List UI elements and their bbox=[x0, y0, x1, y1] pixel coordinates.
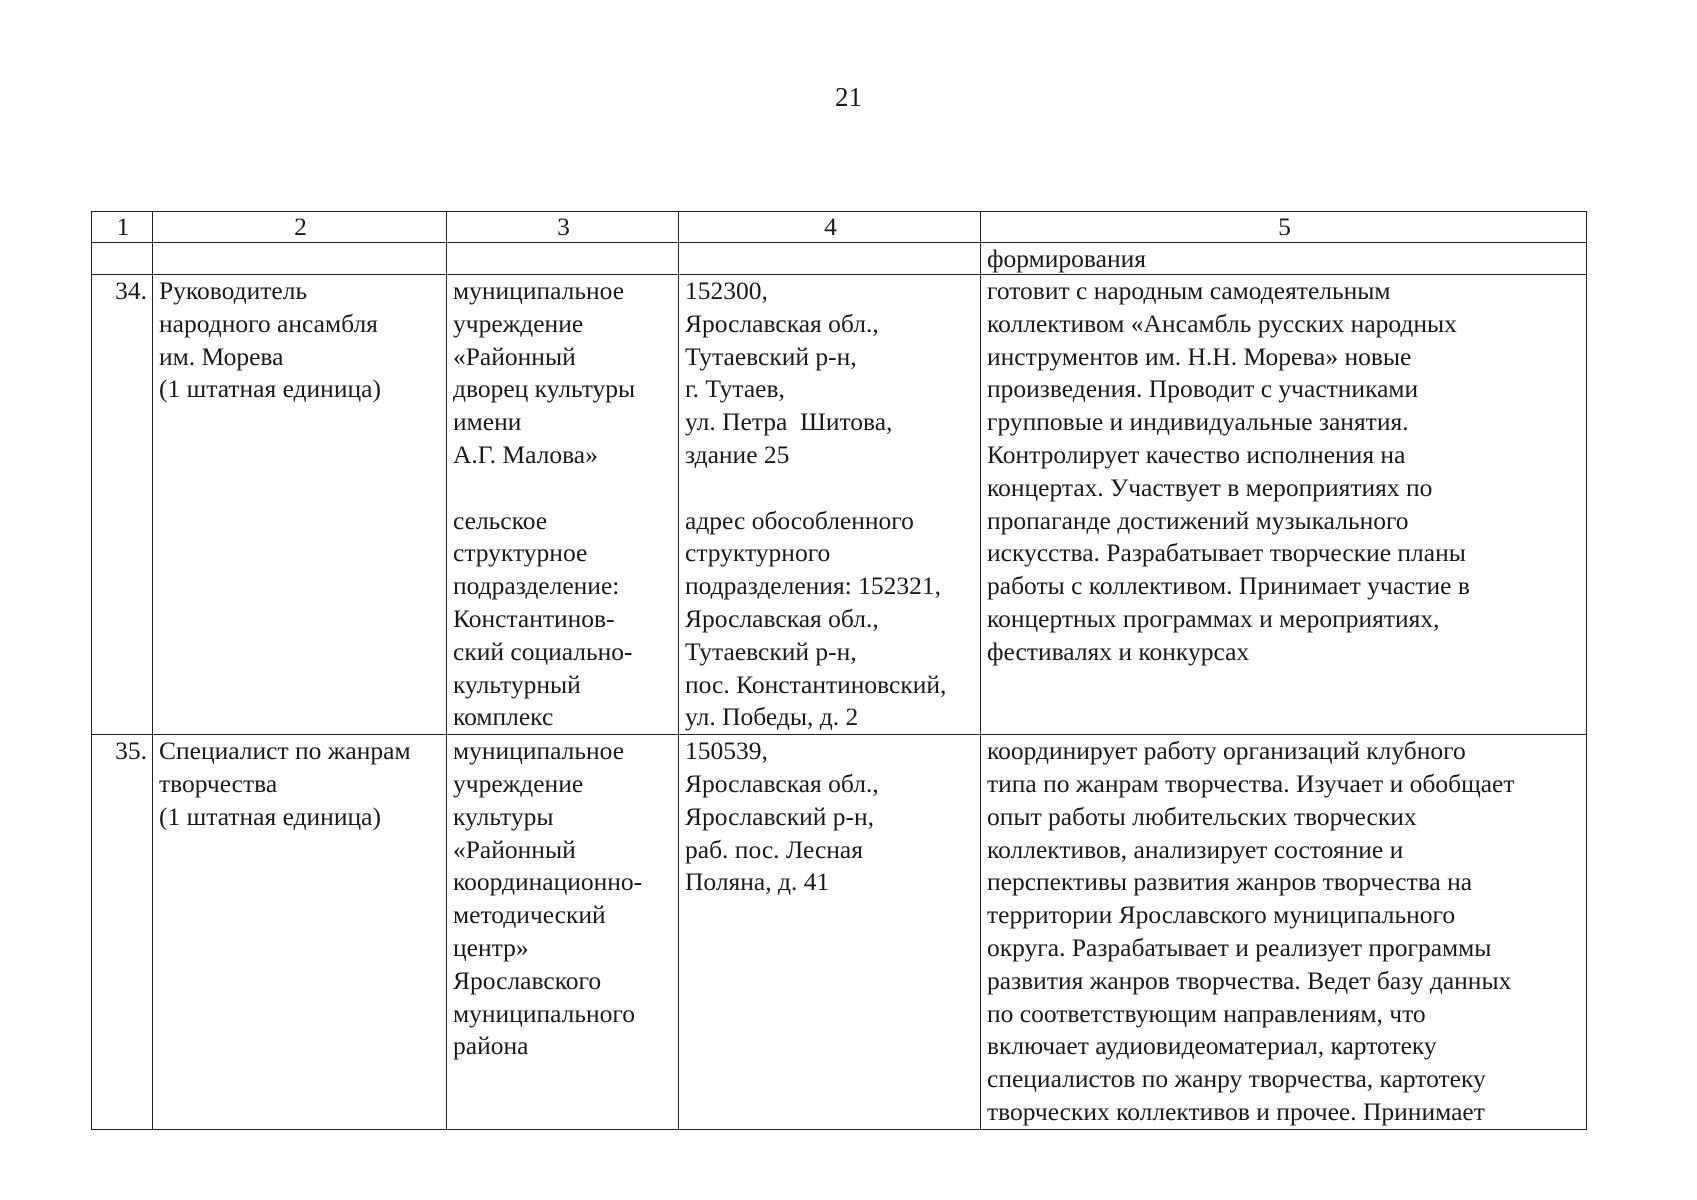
institution-line: учреждение bbox=[453, 308, 584, 338]
continuation-text: формирования bbox=[981, 243, 1587, 275]
address-line: ул. Петра Шитова, bbox=[685, 407, 893, 437]
institution-line: муниципальное bbox=[453, 736, 625, 766]
duties-line: перспективы развития жанров творчества на bbox=[987, 867, 1473, 897]
address-line: Ярославский р-н, bbox=[685, 801, 875, 831]
duties-line: коллективом «Ансамбль русских народных bbox=[987, 308, 1457, 338]
duties-line: творческих коллективов и прочее. Принимает bbox=[987, 1096, 1485, 1126]
institution-line: методический bbox=[453, 900, 606, 930]
duties-line: искусства. Разрабатывает творческие планы bbox=[987, 538, 1466, 568]
institution-line: центр» bbox=[453, 932, 529, 962]
sub-institution-line: подразделение: bbox=[453, 571, 620, 601]
position-line: народного ансамбля bbox=[159, 308, 378, 338]
duties-line: концертных программах и мероприятиях, bbox=[987, 603, 1440, 633]
duties-line: групповые и индивидуальные занятия. bbox=[987, 407, 1409, 437]
sub-institution-line: структурное bbox=[453, 538, 588, 568]
paragraph-gap bbox=[685, 472, 976, 505]
position-line: (1 штатная единица) bbox=[159, 801, 381, 831]
sub-address-line: ул. Победы, д. 2 bbox=[685, 702, 859, 732]
header-cell-5: 5 bbox=[981, 212, 1587, 243]
institution-line: дворец культуры bbox=[453, 374, 636, 404]
sub-address-line: структурного bbox=[685, 538, 831, 568]
duties-line: пропаганде достижений музыкального bbox=[987, 505, 1409, 535]
header-cell-3: 3 bbox=[447, 212, 679, 243]
position-line: (1 штатная единица) bbox=[159, 374, 381, 404]
address-line: Ярославская обл., bbox=[685, 768, 879, 798]
institution-line: муниципальное bbox=[453, 276, 625, 305]
institution-line: имени bbox=[453, 407, 522, 437]
institution-line: Ярославского bbox=[453, 965, 602, 995]
empty-cell bbox=[679, 243, 981, 275]
table-row-34 bbox=[92, 275, 1587, 735]
address-line: раб. пос. Лесная bbox=[685, 834, 863, 864]
institution-cell bbox=[447, 735, 679, 1130]
empty-cell bbox=[92, 243, 153, 275]
empty-cell bbox=[447, 243, 679, 275]
duties-line: типа по жанрам творчества. Изучает и обобщает bbox=[987, 768, 1515, 798]
institution-line: района bbox=[453, 1031, 529, 1061]
position-line: творчества bbox=[159, 768, 278, 798]
position-cell bbox=[153, 735, 447, 1130]
address-line: 152300, bbox=[685, 276, 768, 305]
duties-line: Контролирует качество исполнения на bbox=[987, 439, 1406, 469]
duties-line: специалистов по жанру творчества, картотеку bbox=[987, 1064, 1486, 1094]
paragraph-gap bbox=[453, 472, 674, 505]
empty-cell bbox=[153, 243, 447, 275]
duties-line: включает аудиовидеоматериал, картотеку bbox=[987, 1031, 1437, 1061]
sub-address-line: Тутаевский р-н, bbox=[685, 636, 857, 666]
duties-line: работы с коллективом. Принимает участие в bbox=[987, 571, 1470, 601]
institution-line: «Районный bbox=[453, 834, 576, 864]
row-number: 34. bbox=[92, 275, 153, 735]
duties-line: округа. Разрабатывает и реализует программы bbox=[987, 932, 1492, 962]
header-cell-4: 4 bbox=[679, 212, 981, 243]
address-line: здание 25 bbox=[685, 439, 790, 469]
duties-cell bbox=[981, 735, 1587, 1130]
sub-institution-line: сельское bbox=[453, 505, 548, 535]
address-line: г. Тутаев, bbox=[685, 374, 785, 404]
sub-institution-line: комплекс bbox=[453, 702, 554, 732]
institution-line: «Районный bbox=[453, 341, 576, 371]
page-number: 21 bbox=[835, 82, 862, 112]
sub-address-line: подразделения: 152321, bbox=[685, 571, 942, 601]
address-line: Ярославская обл., bbox=[685, 308, 879, 338]
sub-institution-line: культурный bbox=[453, 669, 581, 699]
address-line: Тутаевский р-н, bbox=[685, 341, 857, 371]
address-line: Поляна, д. 41 bbox=[685, 867, 830, 897]
position-cell bbox=[153, 275, 447, 735]
institution-line: учреждение bbox=[453, 768, 584, 798]
duties-line: координирует работу организаций клубного bbox=[987, 736, 1466, 766]
institution-line: координационно- bbox=[453, 867, 643, 897]
duties-line: по соответствующим направлениям, что bbox=[987, 998, 1426, 1028]
institution-line: А.Г. Малова» bbox=[453, 439, 598, 469]
sub-institution-line: ский социально- bbox=[453, 636, 633, 666]
table-row-35 bbox=[92, 735, 1587, 1130]
duties-line: коллективов, анализирует состояние и bbox=[987, 834, 1404, 864]
duties-cell bbox=[981, 275, 1587, 735]
address-cell bbox=[679, 735, 981, 1130]
duties-line: территории Ярославского муниципального bbox=[987, 900, 1456, 930]
duties-line: концертах. Участвует в мероприятиях по bbox=[987, 472, 1433, 502]
position-line: им. Морева bbox=[159, 341, 284, 371]
institution-line: муниципального bbox=[453, 998, 635, 1028]
duties-line: развития жанров творчества. Ведет базу данных bbox=[987, 965, 1512, 995]
duties-line: готовит с народным самодеятельным bbox=[987, 276, 1391, 305]
address-cell bbox=[679, 275, 981, 735]
position-line: Специалист по жанрам bbox=[159, 736, 411, 766]
position-line: Руководитель bbox=[159, 276, 308, 305]
header-cell-2: 2 bbox=[153, 212, 447, 243]
duties-line: опыт работы любительских творческих bbox=[987, 801, 1417, 831]
institution-line: культуры bbox=[453, 801, 554, 831]
continuation-row bbox=[92, 243, 1587, 275]
header-cell-1: 1 bbox=[92, 212, 153, 243]
sub-institution-line: Константинов- bbox=[453, 603, 615, 633]
sub-address-line: пос. Константиновский, bbox=[685, 669, 947, 699]
duties-line: произведения. Проводит с участниками bbox=[987, 374, 1419, 404]
sub-address-line: адрес обособленного bbox=[685, 505, 914, 535]
header-row bbox=[92, 212, 1587, 243]
institution-cell bbox=[447, 275, 679, 735]
address-line: 150539, bbox=[685, 736, 768, 766]
duties-line: инструментов им. Н.Н. Морева» новые bbox=[987, 341, 1412, 371]
row-number: 35. bbox=[92, 735, 153, 1130]
sub-address-line: Ярославская обл., bbox=[685, 603, 879, 633]
duties-line: фестивалях и конкурсах bbox=[987, 636, 1250, 666]
positions-table bbox=[91, 211, 1587, 1130]
